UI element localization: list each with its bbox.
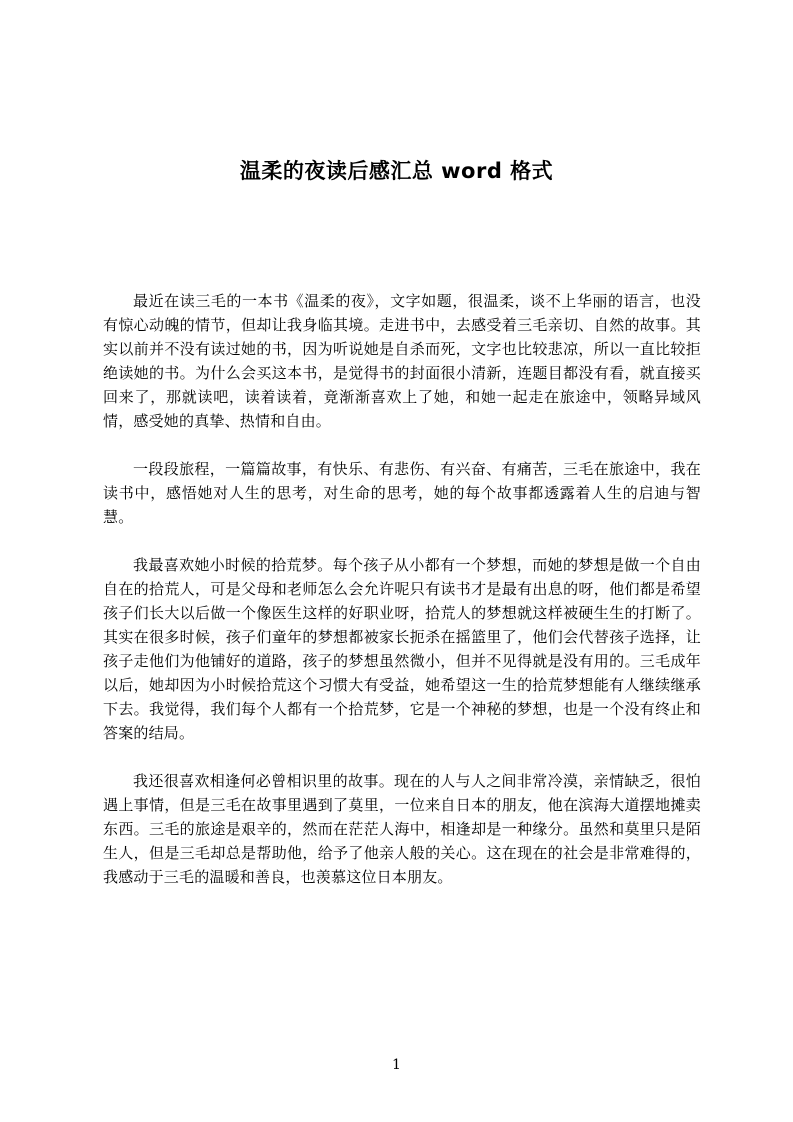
document-body <box>103 289 701 913</box>
paragraph: 最近在读三毛的一本书《温柔的夜》，文字如题，很温柔，谈不上华丽的语言，也没有惊心动魄的情节，但却让我身临其境。走进书中，去感受着三毛亲切、自然的故事。其实以前并不没有读过她的书，因为听说她是自杀而死，文字也比较悲凉，所以一直比较拒绝读她的书。为什么会买这本书，是觉得书的封面很小清新，连题目都没有看，就直接买回来了，那就读吧，读着读着，竟渐渐喜欢上了她，和她一起走在旅途中，领略异域风情，感受她的真挚、热情和自由。 <box>103 292 701 430</box>
paragraph: 我最喜欢她小时候的拾荒梦。每个孩子从小都有一个梦想，而她的梦想是做一个自由自在的拾荒人，可是父母和老师怎么会允许呢只有读书才是最有出息的呀，他们都是希望孩子们长大以后做一个像医生这样的好职业呀，拾荒人的梦想就这样被硬生生的打断了。其实在很多时候，孩子们童年的梦想都被家长扼杀在摇篮里了，他们会代替孩子选择，让孩子走他们为他铺好的道路，孩子的梦想虽然微小，但并不见得就是没有用的。三毛成年以后，她却因为小时候拾荒这个习惯大有受益，她希望这一生的拾荒梦想能有人继续继承下去。我觉得，我们每个人都有一个拾荒梦，它是一个神秘的梦想，也是一个没有终止和答案的结局。 <box>103 556 701 742</box>
paragraph: 一段段旅程，一篇篇故事，有快乐、有悲伤、有兴奋、有痛苦，三毛在旅途中，我在读书中，感悟她对人生的思考，对生命的思考，她的每个故事都透露着人生的启迪与智慧。 <box>103 460 701 526</box>
paragraph: 我还很喜欢相逢何必曾相识里的故事。现在的人与人之间非常冷漠，亲情缺乏，很怕遇上事情，但是三毛在故事里遇到了莫里，一位来自日本的朋友，他在滨海大道摆地摊卖东西。三毛的旅途是艰辛的，然而在茫茫人海中，相逢却是一种缘分。虽然和莫里只是陌生人，但是三毛却总是帮助他，给予了他亲人般的关心。这在现在的社会是非常难得的，我感动于三毛的温暖和善良，也羡慕这位日本朋友。 <box>103 772 701 886</box>
page-number: 1 <box>392 1057 401 1073</box>
document-title: 温柔的夜读后感汇总 word 格式 <box>239 159 554 184</box>
